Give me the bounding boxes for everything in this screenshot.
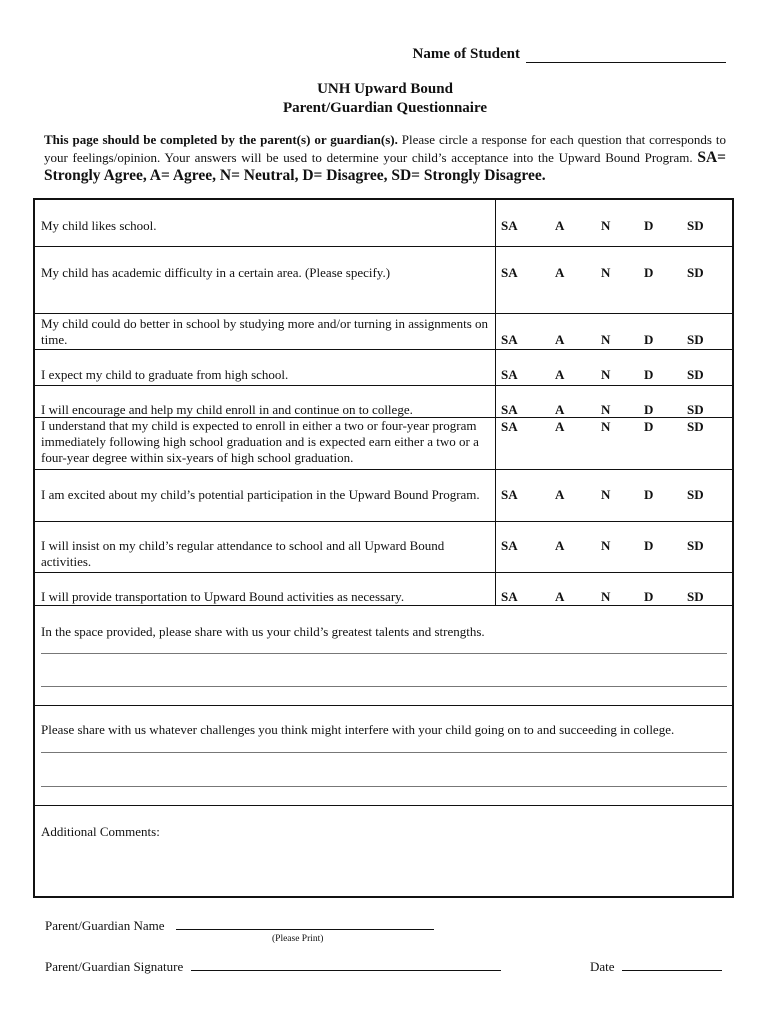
option-sa[interactable]: SA bbox=[501, 419, 518, 434]
option-n[interactable]: N bbox=[601, 265, 611, 280]
option-n[interactable]: N bbox=[601, 332, 611, 347]
option-d[interactable]: D bbox=[644, 332, 654, 347]
column-divider bbox=[495, 314, 496, 349]
form-title-line2: Parent/Guardian Questionnaire bbox=[282, 100, 488, 116]
option-a[interactable]: A bbox=[555, 332, 565, 347]
column-divider bbox=[495, 522, 496, 572]
option-sa[interactable]: SA bbox=[501, 402, 518, 417]
option-a[interactable]: A bbox=[555, 367, 565, 382]
question-text: I am excited about my child’s potential participation in the Upward Bound Program. bbox=[41, 487, 480, 502]
option-a[interactable]: A bbox=[555, 218, 565, 233]
option-sa[interactable]: SA bbox=[501, 367, 518, 382]
option-sd[interactable]: SD bbox=[687, 218, 704, 233]
question-row bbox=[35, 200, 732, 247]
question-text: My child likes school. bbox=[41, 218, 157, 233]
option-sd[interactable]: SD bbox=[687, 265, 704, 280]
guardian-signature-field[interactable] bbox=[191, 958, 501, 971]
option-n[interactable]: N bbox=[601, 419, 611, 434]
print-note: (Please Print) bbox=[272, 934, 324, 944]
option-d[interactable]: D bbox=[644, 402, 654, 417]
column-divider bbox=[495, 350, 496, 385]
column-divider bbox=[495, 247, 496, 313]
question-row bbox=[35, 247, 732, 314]
question-text: I will provide transportation to Upward Bound activities as necessary. bbox=[41, 589, 405, 604]
guardian-signature-label: Parent/Guardian Signature bbox=[45, 959, 184, 974]
student-name-label: Name of Student bbox=[412, 46, 520, 62]
option-sa[interactable]: SA bbox=[501, 332, 518, 347]
talents-section bbox=[35, 606, 732, 706]
option-d[interactable]: D bbox=[644, 218, 654, 233]
challenges-section bbox=[35, 706, 732, 806]
form-title-line1: UNH Upward Bound bbox=[317, 81, 453, 97]
student-name-line bbox=[413, 46, 727, 63]
question-text: I will insist on my child’s regular attendance to school and all Upward Bound activities. bbox=[41, 538, 445, 569]
option-sa[interactable]: SA bbox=[501, 265, 518, 280]
question-text: I expect my child to graduate from high school. bbox=[41, 367, 289, 382]
option-d[interactable]: D bbox=[644, 367, 654, 382]
option-a[interactable]: A bbox=[555, 265, 565, 280]
option-a[interactable]: A bbox=[555, 402, 565, 417]
option-a[interactable]: A bbox=[555, 487, 565, 502]
question-text: I understand that my child is expected to enroll in either a two or four-year program immediately following high school graduation and is expected earn either a two or a four-year degree within six-years of high school graduation. bbox=[41, 418, 479, 465]
comments-prompt: Additional Comments: bbox=[41, 824, 160, 839]
option-sa[interactable]: SA bbox=[501, 487, 518, 502]
option-a[interactable]: A bbox=[555, 419, 565, 434]
question-row bbox=[35, 470, 732, 522]
option-n[interactable]: N bbox=[601, 402, 611, 417]
instructions-lead: This page should be completed by the parent(s) or guardian(s). bbox=[44, 132, 398, 147]
question-row bbox=[35, 350, 732, 386]
guardian-name-field[interactable] bbox=[176, 917, 434, 930]
date-line bbox=[590, 958, 722, 975]
option-d[interactable]: D bbox=[644, 419, 654, 434]
rating-scale-legend: SA= Strongly Agree, A= Agree, N= Neutral, D= Disagree, SD= Strongly Disagree. bbox=[44, 149, 726, 184]
option-sa[interactable]: SA bbox=[501, 218, 518, 233]
guardian-signature-line bbox=[45, 958, 501, 975]
student-name-field[interactable] bbox=[526, 48, 726, 63]
column-divider bbox=[495, 386, 496, 417]
option-sd[interactable]: SD bbox=[687, 367, 704, 382]
option-n[interactable]: N bbox=[601, 367, 611, 382]
option-sd[interactable]: SD bbox=[687, 402, 704, 417]
talents-line[interactable] bbox=[41, 653, 727, 654]
column-divider bbox=[495, 200, 496, 246]
question-row bbox=[35, 522, 732, 573]
option-a[interactable]: A bbox=[555, 538, 565, 553]
challenges-prompt: Please share with us whatever challenges you think might interfere with your child going on to and succeeding in college. bbox=[41, 722, 675, 737]
form-title bbox=[0, 80, 770, 118]
question-text: My child could do better in school by studying more and/or turning in assignments on time. bbox=[41, 316, 489, 347]
question-text: I will encourage and help my child enroll in and continue on to college. bbox=[41, 402, 413, 417]
date-field[interactable] bbox=[622, 958, 722, 971]
option-d[interactable]: D bbox=[644, 487, 654, 502]
column-divider bbox=[495, 573, 496, 605]
guardian-name-label: Parent/Guardian Name bbox=[45, 918, 165, 933]
option-a[interactable]: A bbox=[555, 589, 565, 604]
column-divider bbox=[495, 470, 496, 521]
question-row bbox=[35, 418, 732, 470]
challenges-line[interactable] bbox=[41, 752, 727, 753]
option-sd[interactable]: SD bbox=[687, 332, 704, 347]
instructions bbox=[44, 131, 726, 185]
option-n[interactable]: N bbox=[601, 589, 611, 604]
questionnaire-table bbox=[33, 198, 734, 898]
option-d[interactable]: D bbox=[644, 589, 654, 604]
question-row bbox=[35, 573, 732, 606]
option-sd[interactable]: SD bbox=[687, 538, 704, 553]
option-d[interactable]: D bbox=[644, 265, 654, 280]
option-n[interactable]: N bbox=[601, 218, 611, 233]
option-n[interactable]: N bbox=[601, 538, 611, 553]
guardian-name-line bbox=[45, 917, 434, 934]
date-label: Date bbox=[590, 959, 615, 974]
challenges-line[interactable] bbox=[41, 786, 727, 787]
instructions-body: Please circle a response for each question that corresponds to your feelings/opinion. Your answers will be used to determine your child’s acceptance into the Upward Bound Program. bbox=[44, 132, 727, 165]
option-n[interactable]: N bbox=[601, 487, 611, 502]
talents-prompt: In the space provided, please share with us your child’s greatest talents and strengths. bbox=[41, 624, 485, 639]
comments-section[interactable] bbox=[35, 806, 732, 896]
question-row bbox=[35, 386, 732, 418]
question-text: My child has academic difficulty in a certain area. (Please specify.) bbox=[41, 265, 391, 280]
option-sd[interactable]: SD bbox=[687, 589, 704, 604]
talents-line[interactable] bbox=[41, 686, 727, 687]
option-sd[interactable]: SD bbox=[687, 487, 704, 502]
question-row bbox=[35, 314, 732, 350]
option-sd[interactable]: SD bbox=[687, 419, 704, 434]
option-d[interactable]: D bbox=[644, 538, 654, 553]
option-sa[interactable]: SA bbox=[501, 589, 518, 604]
option-sa[interactable]: SA bbox=[501, 538, 518, 553]
column-divider bbox=[495, 418, 496, 469]
